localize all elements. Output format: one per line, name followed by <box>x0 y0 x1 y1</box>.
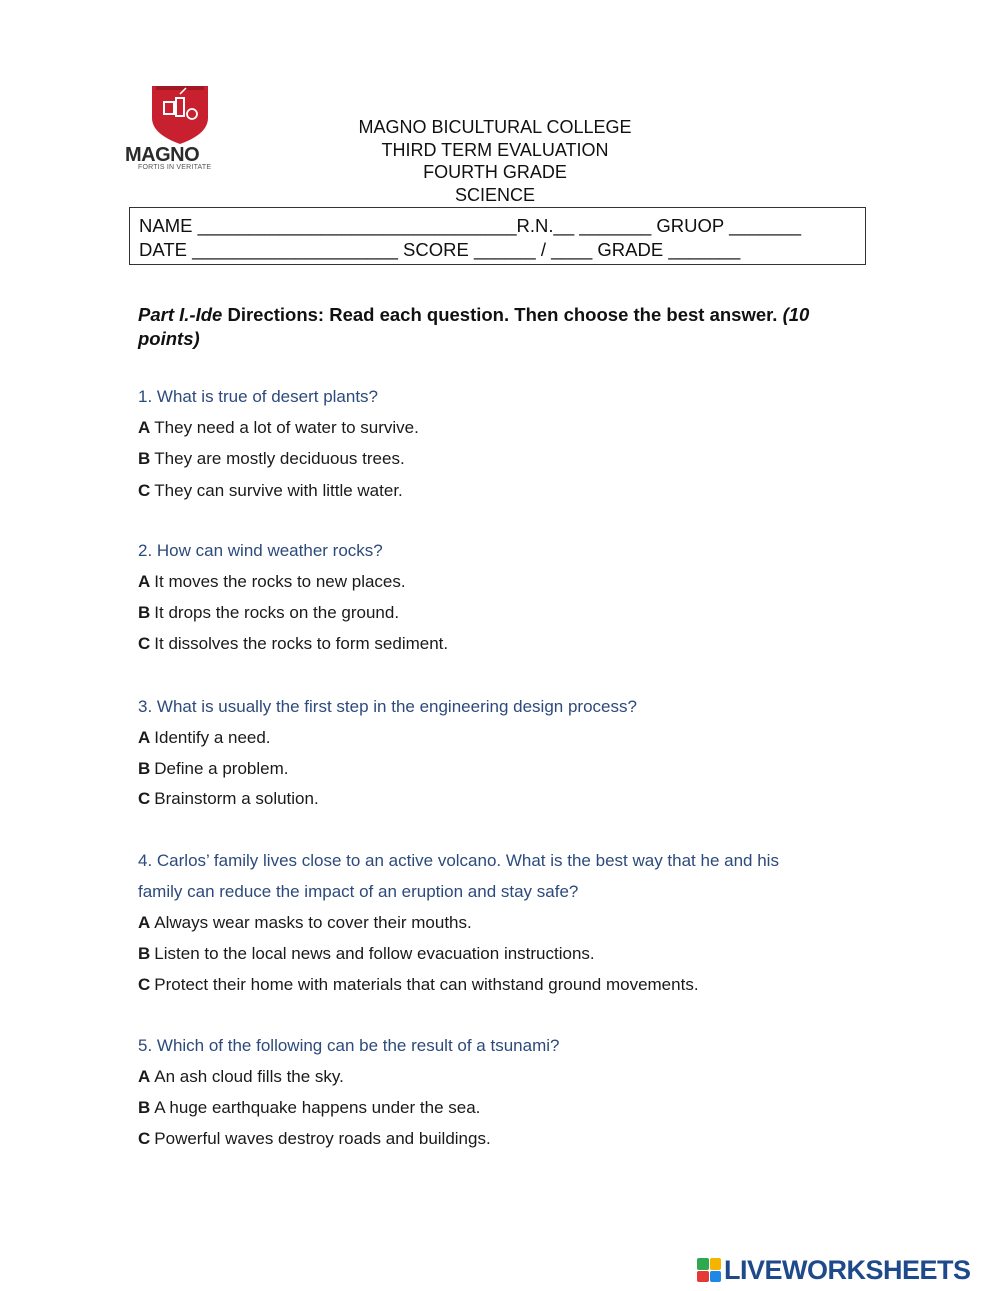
option-letter: C <box>138 634 151 653</box>
school-name: MAGNO BICULTURAL COLLEGE <box>358 117 632 137</box>
option-text: It dissolves the rocks to form sediment. <box>154 634 449 653</box>
option-letter: A <box>138 572 151 591</box>
option-text: They can survive with little water. <box>154 481 403 500</box>
subject-title: SCIENCE <box>454 184 535 205</box>
option-text: Powerful waves destroy roads and buildings. <box>154 1129 491 1148</box>
question-2: 2. How can wind weather rocks? <box>138 541 383 560</box>
option-1b[interactable] <box>138 449 405 469</box>
option-text: Identify a need. <box>154 728 271 747</box>
option-3b[interactable] <box>138 759 288 779</box>
option-text: It drops the rocks on the ground. <box>154 603 400 622</box>
liveworksheets-wordmark: LIVEWORKSHEETS <box>724 1254 971 1285</box>
option-letter: A <box>138 1067 151 1086</box>
option-2a[interactable] <box>138 572 406 592</box>
option-text: Always wear masks to cover their mouths. <box>154 913 472 932</box>
logo-wordmark: MAGNO <box>125 144 200 166</box>
option-letter: C <box>138 1129 151 1148</box>
question-4: 4. Carlos’ family lives close to an active volcano. What is the best way that he and his <box>138 851 779 870</box>
question-5: 5. Which of the following can be the result of a tsunami? <box>138 1036 560 1055</box>
option-text: Define a problem. <box>154 759 289 778</box>
option-text: They are mostly deciduous trees. <box>154 449 405 468</box>
option-1c[interactable] <box>138 481 403 501</box>
option-text: Listen to the local news and follow evacuation instructions. <box>154 944 595 963</box>
directions-text: Directions: Read each question. Then choose the best answer. <box>222 304 778 325</box>
directions <box>138 303 868 351</box>
option-letter: B <box>138 449 151 468</box>
option-letter: B <box>138 603 151 622</box>
document-header <box>0 116 1000 206</box>
part-label: Part I.-Ide <box>138 304 223 325</box>
liveworksheets-icon <box>697 1258 721 1282</box>
date-line: DATE ____________________ SCORE ______ / ____ GRADE _______ <box>139 239 741 260</box>
option-letter: A <box>138 418 151 437</box>
question-3: 3. What is usually the first step in the engineering design process? <box>138 697 637 716</box>
option-letter: B <box>138 759 151 778</box>
option-text: A huge earthquake happens under the sea. <box>154 1098 481 1117</box>
option-letter: A <box>138 728 151 747</box>
option-4a[interactable] <box>138 913 472 933</box>
points-label: (10 <box>777 304 810 325</box>
points-label-cont: points) <box>138 328 200 349</box>
option-5a[interactable] <box>138 1067 344 1087</box>
option-letter: B <box>138 944 151 963</box>
option-4c[interactable] <box>138 975 699 995</box>
option-letter: C <box>138 789 151 808</box>
question-1: 1. What is true of desert plants? <box>138 387 379 406</box>
option-5c[interactable] <box>138 1129 491 1149</box>
question-4-cont: family can reduce the impact of an eruption and stay safe? <box>138 882 579 901</box>
option-1a[interactable] <box>138 418 419 438</box>
option-letter: C <box>138 481 151 500</box>
grade-level: FOURTH GRADE <box>423 162 567 182</box>
option-text: Protect their home with materials that can withstand ground movements. <box>154 975 699 994</box>
option-4b[interactable] <box>138 944 595 964</box>
option-text: They need a lot of water to survive. <box>154 418 419 437</box>
option-text: Brainstorm a solution. <box>154 789 319 808</box>
liveworksheets-branding[interactable] <box>697 1254 971 1286</box>
option-letter: A <box>138 913 151 932</box>
option-3a[interactable] <box>138 728 271 748</box>
name-line: NAME _______________________________R.N.__ _______ GRUOP _______ <box>139 215 802 236</box>
option-text: An ash cloud fills the sky. <box>154 1067 344 1086</box>
option-text: It moves the rocks to new places. <box>154 572 406 591</box>
option-letter: C <box>138 975 151 994</box>
student-info-box <box>129 207 866 265</box>
option-5b[interactable] <box>138 1098 480 1118</box>
option-letter: B <box>138 1098 151 1117</box>
logo-motto: FORTIS IN VERITATE <box>138 164 212 171</box>
evaluation-title: THIRD TERM EVALUATION <box>381 139 609 160</box>
option-3c[interactable] <box>138 789 319 809</box>
option-2c[interactable] <box>138 634 448 654</box>
option-2b[interactable] <box>138 603 399 623</box>
